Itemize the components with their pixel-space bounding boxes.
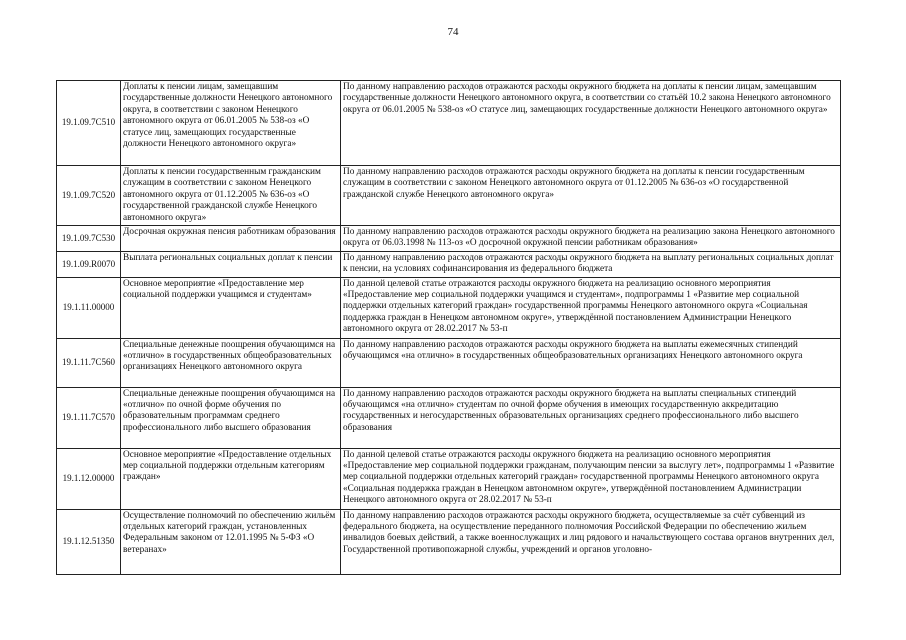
expense-name: Досрочная окружная пенсия работникам образования <box>121 226 341 252</box>
table-row <box>57 277 841 338</box>
table-row <box>57 226 841 252</box>
table-row <box>57 251 841 277</box>
target-code: 19.1.12.00000 <box>57 448 121 509</box>
target-code: 19.1.09.7С510 <box>57 81 121 166</box>
target-code: 19.1.11.00000 <box>57 277 121 338</box>
table-row <box>57 387 841 448</box>
expense-description: По данному направлению расходов отражаются расходы окружного бюджета на доплаты к пенсии государственным служащим в соответствии с законом Ненецкого автономного округа от 01.12.2005 № 636-оз «О государственной гражданской службе Ненецкого автономного округа» <box>341 166 841 226</box>
expense-description: По данному направлению расходов отражаются расходы окружного бюджета на выплаты специальных стипендий обучающимся «на отлично» студентам по очной форме обучения в имеющих государственную аккредитацию государственных и негосударственных образовательных организациях среднего профессионального либо высшего образования <box>341 387 841 448</box>
budget-classification-table <box>56 80 841 575</box>
target-code: 19.1.11.7С570 <box>57 387 121 448</box>
target-code: 19.1.09.7С530 <box>57 226 121 252</box>
expense-name: Специальные денежные поощрения обучающимся на «отлично» в государственных общеобразовательных организациях Ненецкого автономного округа <box>121 338 341 387</box>
target-code: 19.1.11.7С560 <box>57 338 121 387</box>
expense-description: По данному направлению расходов отражаются расходы окружного бюджета на выплату региональных социальных доплат к пенсии, на условиях софинансирования из федерального бюджета <box>341 251 841 277</box>
expense-name: Специальные денежные поощрения обучающимся на «отлично» по очной форме обучения по образовательным программам среднего профессионального либо высшего образования <box>121 387 341 448</box>
target-code: 19.1.09.7С520 <box>57 166 121 226</box>
table-row <box>57 81 841 166</box>
expense-name: Доплаты к пенсии государственным гражданским служащим в соответствии с законом Ненецкого автономного округа от 01.12.2005 № 636-оз «О государственной гражданской службе Ненецкого автономного округа» <box>121 166 341 226</box>
expense-name: Выплата региональных социальных доплат к пенсии <box>121 251 341 277</box>
expense-name: Основное мероприятие «Предоставление мер социальной поддержки учащимся и студентам» <box>121 277 341 338</box>
expense-description: По данной целевой статье отражаются расходы окружного бюджета на реализацию основного мероприятия «Предоставление мер социальной поддержки гражданам, получающим пенсии за выслугу лет», подпрограммы 1 «Развитие мер социальной поддержки отдельных категорий граждан» государственной программы Ненецкого автономного округа «Социальная поддержка граждан в Ненецком автономном округе», утверждённой постановлением Администрации Ненецкого автономного округа от 28.02.2017 № 53-п <box>341 448 841 509</box>
target-code: 19.1.12.51350 <box>57 509 121 574</box>
table-row <box>57 166 841 226</box>
expense-name: Доплаты к пенсии лицам, замещавшим государственные должности Ненецкого автономного округа, в соответствии с законом Ненецкого автономного округа от 06.01.2005 № 538-оз «О статусе лиц, замещающих государственные должности Ненецкого автономного округа» <box>121 81 341 166</box>
table-row <box>57 509 841 574</box>
table-row <box>57 338 841 387</box>
expense-description: По данному направлению расходов отражаются расходы окружного бюджета, осуществляемые за счёт субвенций из федерального бюджета, на осуществление переданного полномочия Российской Федерации по обеспечению жильем инвалидов боевых действий, а также военнослужащих и лиц рядового и начальствующего состава органов внутренних дел, Государственной противопожарной службы, учреждений и органов уголовно- <box>341 509 841 574</box>
expense-name: Основное мероприятие «Предоставление отдельных мер социальной поддержки отдельным категориям граждан» <box>121 448 341 509</box>
expense-description: По данной целевой статье отражаются расходы окружного бюджета на реализацию основного мероприятия «Предоставление мер социальной поддержки учащимся и студентам», подпрограммы 1 «Развитие мер социальной поддержки отдельных категорий граждан» государственной программы Ненецкого автономного округа «Социальная поддержка граждан в Ненецком автономном округе», утверждённой постановлением Администрации Ненецкого автономного округа от 28.02.2017 № 53-п <box>341 277 841 338</box>
expense-description: По данному направлению расходов отражаются расходы окружного бюджета на выплаты ежемесячных стипендий обучающимся «на отлично» в государственных общеобразовательных организациях Ненецкого автономного округа <box>341 338 841 387</box>
table-row <box>57 448 841 509</box>
expense-description: По данному направлению расходов отражаются расходы окружного бюджета на доплаты к пенсии лицам, замещавшим государственные должности Ненецкого автономного округа, в соответствии со статьёй 10.2 закона Ненецкого автономного округа от 06.01.2005 № 538-оз «О статусе лиц, замещающих государственные должности Ненецкого автономного округа» <box>341 81 841 166</box>
expense-name: Осуществление полномочий по обеспечению жильём отдельных категорий граждан, установленных Федеральным законом от 12.01.1995 № 5-ФЗ «О ветеранах» <box>121 509 341 574</box>
expense-description: По данному направлению расходов отражаются расходы окружного бюджета на реализацию закона Ненецкого автономного округа от 06.03.1998 № 113-оз «О досрочной окружной пенсии работникам образования» <box>341 226 841 252</box>
target-code: 19.1.09.R0070 <box>57 251 121 277</box>
page-number: 74 <box>447 26 459 38</box>
